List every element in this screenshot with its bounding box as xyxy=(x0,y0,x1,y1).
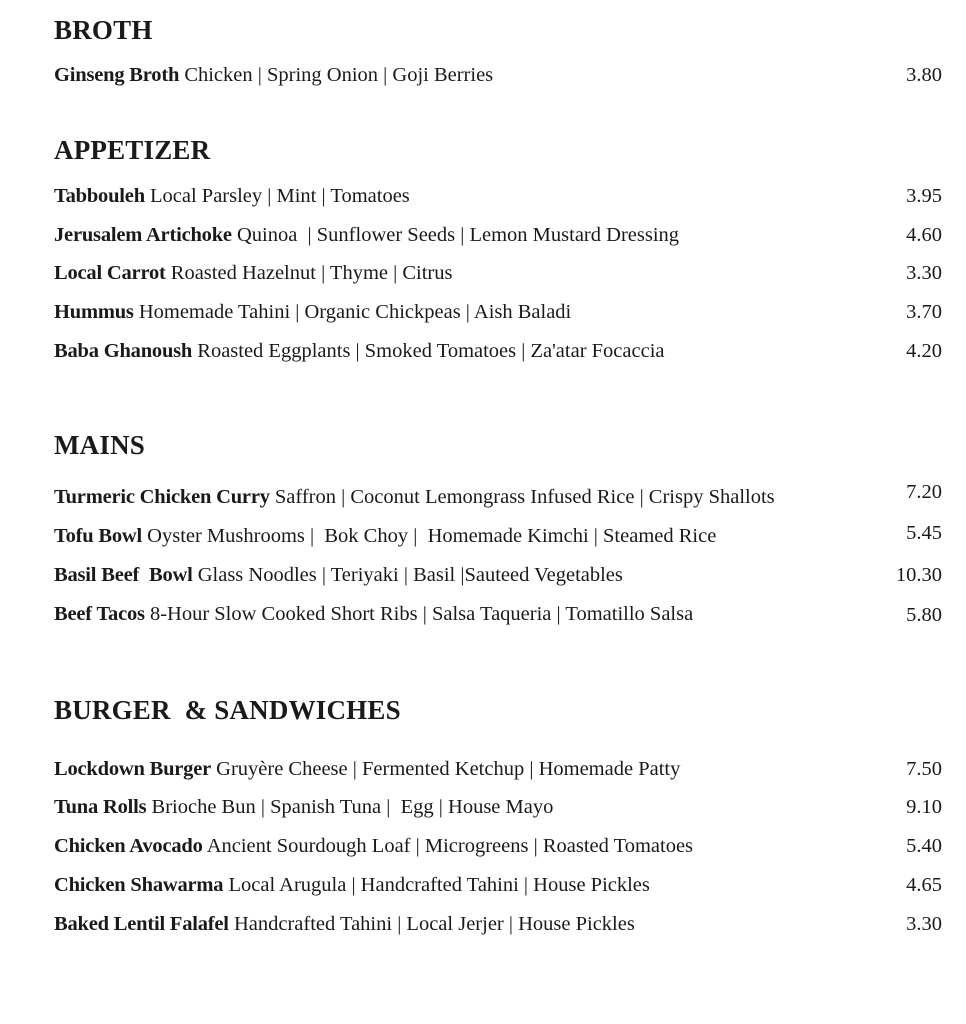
menu-item xyxy=(54,260,942,286)
item-price: 7.20 xyxy=(906,481,942,503)
item-price: 4.60 xyxy=(906,224,942,246)
item-line xyxy=(54,794,553,820)
item-name: Local Carrot xyxy=(54,262,166,284)
item-line xyxy=(54,222,679,248)
item-description: Oyster Mushrooms | Bok Choy | Homemade Kimchi | Steamed Rice xyxy=(147,525,717,547)
menu-item xyxy=(54,62,942,88)
item-line xyxy=(54,299,571,325)
item-price: 3.80 xyxy=(906,64,942,86)
menu-item xyxy=(54,756,942,782)
item-description: Roasted Eggplants | Smoked Tomatoes | Za'atar Focaccia xyxy=(197,340,665,362)
item-name: Jerusalem Artichoke xyxy=(54,224,232,246)
item-price: 3.30 xyxy=(906,262,942,284)
item-line xyxy=(54,601,693,627)
menu-item xyxy=(54,183,942,209)
item-name: Basil Beef Bowl xyxy=(54,564,193,586)
item-description: Local Parsley | Mint | Tomatoes xyxy=(150,185,410,207)
menu-item xyxy=(54,794,942,820)
item-price: 3.95 xyxy=(906,185,942,207)
item-line xyxy=(54,562,623,588)
item-description: Glass Noodles | Teriyaki | Basil |Sauteed Vegetables xyxy=(197,564,623,586)
section-heading-appetizer: APPETIZER xyxy=(54,135,211,165)
item-price: 4.20 xyxy=(906,340,942,362)
menu-item xyxy=(54,601,942,627)
item-description: Roasted Hazelnut | Thyme | Citrus xyxy=(170,262,453,284)
item-name: Baba Ghanoush xyxy=(54,340,193,362)
item-description: Chicken | Spring Onion | Goji Berries xyxy=(184,64,494,86)
menu-item xyxy=(54,299,942,325)
item-price: 4.65 xyxy=(906,874,942,896)
menu-item xyxy=(54,872,942,898)
item-name: Baked Lentil Falafel xyxy=(54,913,229,935)
item-line xyxy=(54,833,693,859)
item-price: 5.40 xyxy=(906,835,942,857)
item-name: Turmeric Chicken Curry xyxy=(54,486,270,508)
item-name: Tuna Rolls xyxy=(54,796,147,818)
section-heading-broth: BROTH xyxy=(54,15,153,45)
item-price: 9.10 xyxy=(906,796,942,818)
item-description: Saffron | Coconut Lemongrass Infused Rice | Crispy Shallots xyxy=(274,486,775,508)
item-name: Lockdown Burger xyxy=(54,758,212,780)
item-description: Brioche Bun | Spanish Tuna | Egg | House Mayo xyxy=(151,796,554,818)
item-name: Chicken Shawarma xyxy=(54,874,224,896)
menu-item xyxy=(54,911,942,937)
item-name: Hummus xyxy=(54,301,134,323)
item-description: Gruyère Cheese | Fermented Ketchup | Homemade Patty xyxy=(216,758,681,780)
menu-item xyxy=(54,481,942,510)
item-price: 5.45 xyxy=(906,522,942,544)
item-name: Ginseng Broth xyxy=(54,64,180,86)
item-name: Chicken Avocado xyxy=(54,835,203,857)
item-description: Local Arugula | Handcrafted Tahini | House Pickles xyxy=(228,874,650,896)
item-description: Quinoa | Sunflower Seeds | Lemon Mustard Dressing xyxy=(236,224,680,246)
item-description: Homemade Tahini | Organic Chickpeas | Aish Baladi xyxy=(138,301,572,323)
item-price: 7.50 xyxy=(906,758,942,780)
menu-item xyxy=(54,523,942,549)
item-price: 3.30 xyxy=(906,913,942,935)
item-line xyxy=(54,484,775,510)
item-line xyxy=(54,338,665,364)
item-price: 5.80 xyxy=(906,604,942,626)
item-price: 10.30 xyxy=(895,564,942,586)
menu-item xyxy=(54,562,942,588)
item-name: Beef Tacos xyxy=(54,603,145,625)
menu-item xyxy=(54,338,942,364)
item-description: 8-Hour Slow Cooked Short Ribs | Salsa Taqueria | Tomatillo Salsa xyxy=(149,603,694,625)
item-name: Tofu Bowl xyxy=(54,525,143,547)
item-name: Tabbouleh xyxy=(54,185,145,207)
menu-item xyxy=(54,833,942,859)
item-line xyxy=(54,260,452,286)
item-line xyxy=(54,62,493,88)
item-line xyxy=(54,183,410,209)
section-heading-burger-sandwiches: BURGER & SANDWICHES xyxy=(54,695,401,725)
item-description: Handcrafted Tahini | Local Jerjer | House Pickles xyxy=(233,913,635,935)
item-price: 3.70 xyxy=(906,301,942,323)
item-line xyxy=(54,911,635,937)
item-line xyxy=(54,872,650,898)
item-line xyxy=(54,756,680,782)
section-heading-mains: MAINS xyxy=(54,430,146,460)
item-description: Ancient Sourdough Loaf | Microgreens | Roasted Tomatoes xyxy=(206,835,694,857)
item-line xyxy=(54,523,716,549)
menu-item xyxy=(54,222,942,248)
